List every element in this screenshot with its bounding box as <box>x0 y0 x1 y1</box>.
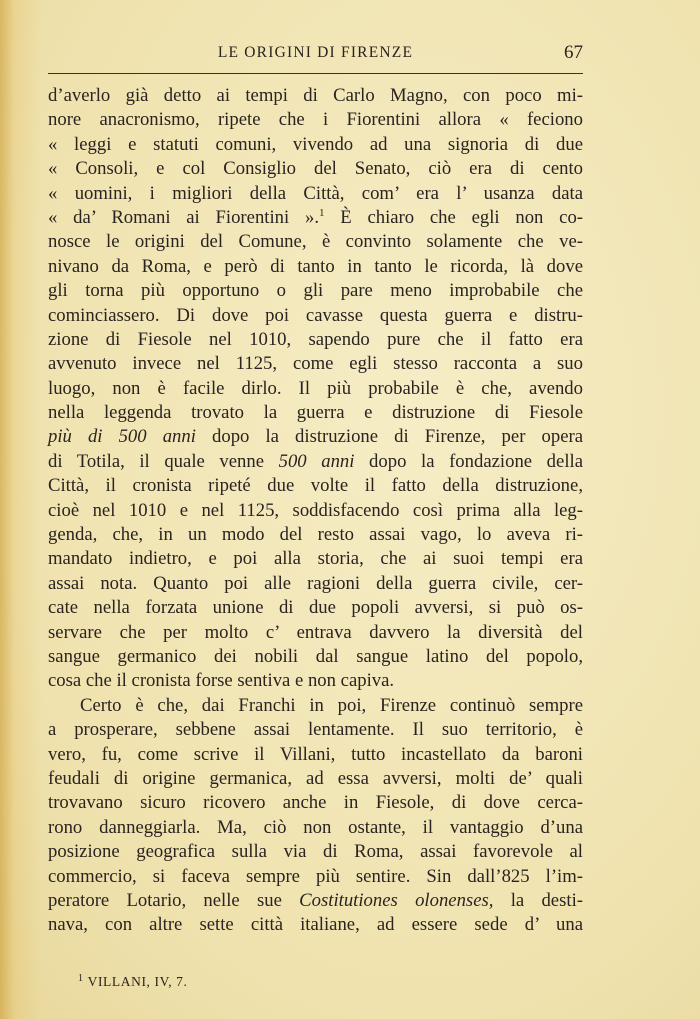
text-segment: peratore Lotario, nelle sue <box>48 889 282 911</box>
text-line: mandato indietro, e poi alla storia, che ai suoi tempi era <box>48 548 583 570</box>
text-line: nava, con altre sette città italiane, ad essere sede d’ una <box>48 914 583 936</box>
text-line: « leggi e statuti comuni, vivendo ad una signoria di due <box>48 133 583 155</box>
book-page <box>48 0 583 1019</box>
text-line: luogo, non è facile dirlo. Il più probabile è che, avendo <box>48 377 583 399</box>
text-line: nivano da Roma, e però di tanto in tanto le ricorda, là dove <box>48 255 583 277</box>
text-line: cioè nel 1010 e nel 1125, soddisfacendo così prima alla leg- <box>48 499 583 521</box>
text-line: cominciassero. Di dove poi cavasse questa guerra e distru- <box>48 304 583 326</box>
text-line: gli torna più opportuno o gli pare meno improbabile che <box>48 280 583 302</box>
text-line: sangue germanico dei nobili dal sangue latino del popolo, <box>48 645 583 667</box>
text-line: genda, che, in un modo del resto assai vago, lo aveva ri- <box>48 524 583 546</box>
page-number: 67 <box>564 42 583 63</box>
header-rule <box>48 73 583 74</box>
text-line: cosa che il cronista forse sentiva e non capiva. <box>48 670 395 692</box>
italic-phrase: più di 500 anni <box>48 426 196 448</box>
footnote <box>78 974 187 990</box>
text-line <box>48 889 583 913</box>
text-line: trovavano sicuro ricovero anche in Fiesole, di dove cerca- <box>48 792 583 814</box>
text-line: avvenuto invece nel 1125, come egli stesso racconta a suo <box>48 353 583 375</box>
text-line: nosce le origini del Comune, è convinto solamente che ve- <box>48 231 583 253</box>
text-line: a prosperare, sebbene assai lentamente. Il suo territorio, è <box>48 719 583 741</box>
text-line: assai nota. Quanto poi alle ragioni della guerra civile, cer- <box>48 572 583 594</box>
footnote-mark: 1 <box>78 972 84 984</box>
footnote-ref: 1 <box>319 206 325 219</box>
text-line: rono danneggiarla. Ma, ciò non ostante, il vantaggio d’una <box>48 816 583 838</box>
text-line: « uomini, i migliori della Città, com’ era l’ usanza data <box>48 182 583 204</box>
text-line <box>48 450 583 474</box>
text-line: Città, il cronista ripeté due volte il fatto della distruzione, <box>48 475 583 497</box>
page-header <box>48 44 583 68</box>
text-line: Certo è che, dai Franchi in poi, Firenze continuò sempre <box>80 694 583 716</box>
running-head: LE ORIGINI DI FIRENZE <box>217 44 414 61</box>
text-line <box>48 425 583 449</box>
italic-phrase: 500 anni <box>278 450 355 472</box>
text-line: vero, fu, come scrive il Villani, tutto incastellato da baroni <box>48 743 583 765</box>
text-segment: « da’ Romani ai Fiorentini ». <box>48 206 319 228</box>
text-line: servare che per molto c’ entrava davvero la diversità del <box>48 621 583 643</box>
text-line: d’averlo già detto ai tempi di Carlo Magno, con poco mi- <box>48 85 583 106</box>
text-line: commercio, si faceva sempre più sentire. Sin dall’825 l’im- <box>48 865 583 887</box>
text-segment: di Totila, il quale venne <box>48 450 265 472</box>
text-line: cate nella forzata unione di due popoli avversi, si può os- <box>48 597 583 619</box>
text-line: posizione geografica sulla via di Roma, assai favorevole al <box>48 841 583 863</box>
text-segment: dopo la distruzione di Firenze, per opera <box>212 426 584 448</box>
text-segment: È chiaro che egli non co- <box>340 206 584 228</box>
footnote-text: VILLANI, IV, 7. <box>87 974 188 989</box>
text-line <box>48 206 583 230</box>
text-line: zione di Fiesole nel 1010, sapendo pure che il fatto era <box>48 328 583 350</box>
text-segment: la desti- <box>510 889 583 911</box>
body-text <box>48 84 583 938</box>
text-line: feudali di origine germanica, ad essa avversi, molti de’ quali <box>48 767 583 789</box>
italic-phrase: Costitutiones olonenses, <box>299 889 494 911</box>
text-segment: dopo la fondazione della <box>369 450 583 472</box>
text-line: « Consoli, e col Consiglio del Senato, ciò era di cento <box>48 158 583 180</box>
text-line: nore anacronismo, ripete che i Fiorentini allora « feciono <box>48 109 583 131</box>
text-line: nella leggenda trovato la guerra e distruzione di Fiesole <box>48 402 583 424</box>
